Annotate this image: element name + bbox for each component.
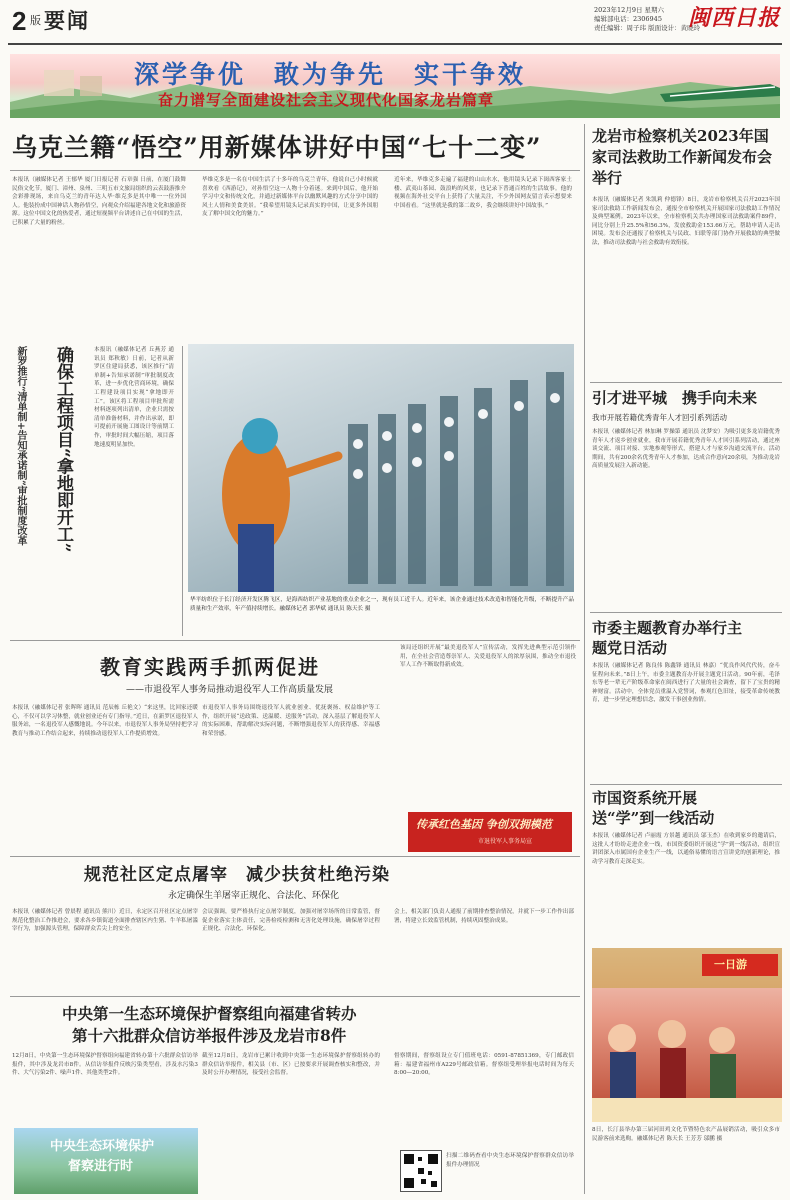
banner-line-1: 深学争优 敢为争先 实干争效 bbox=[134, 60, 527, 89]
editorial-phone: 编辑部电话：2306945 bbox=[594, 15, 662, 23]
inspect-stamp-line-2: 督察进行时 bbox=[68, 1159, 134, 1174]
side-story-headline: 确保工程项目“拿地即开工” bbox=[53, 346, 73, 553]
page-number: 2 bbox=[12, 6, 27, 36]
edu-headline: 教育实践两手抓两促进 bbox=[100, 655, 320, 679]
edu-banner-source: 市退役军人事务局宣 bbox=[478, 838, 533, 845]
inspect-body-col-2: 截至12月8日，龙岩市已累计收到中央第一生态环境保护督察组转办的群众信访举报件，相关县（市、区）已按要求开展调查核实和整改，并及时公开办理情况，接受社会监督。 bbox=[202, 1053, 380, 1077]
banner-line-2: 奋力谱写全面建设社会主义现代化国家龙岩篇章 bbox=[158, 91, 495, 109]
r3-bottom-rule bbox=[590, 784, 782, 785]
edu-bottom-rule bbox=[10, 856, 580, 857]
r3-headline: 市委主题教育办举行主题党日活动 bbox=[592, 619, 743, 657]
r1-body: 本报讯（融媒体记者 朱凯莉 仲德锋）8日，龙岩市检察机关召开2023年国家司法救助工作新闻发布会，通报全市检察机关开展国家司法救助工作情况及典型案例。2023年以来，全市检察机关共办理国家司法救助案件89件，同比分别上升25.5%和56.3%，发放救助金153.66万元，帮助申请人走出困境。发布会还通报了检察机关与民政、妇联等部门协作开展救助的典型做法，推动司法救助与社会救助有效衔接。 bbox=[592, 197, 780, 246]
section-title: 要闻 bbox=[44, 8, 90, 33]
r2-headline: 引才进平城 携手向未来 bbox=[592, 389, 758, 407]
textile-factory-photo bbox=[188, 344, 574, 592]
right-column-divider bbox=[584, 124, 585, 1194]
r2-subtitle: 我市开展若籍优秀青年人才回引系列活动 bbox=[592, 413, 727, 422]
editor-line: 责任编辑：周子玮 版面设计：黄晓玲 bbox=[594, 24, 701, 32]
inspect-body-col-1: 12月8日，中央第一生态环境保护督察组向福建省转办第十六批群众信访举报件，其中涉及龙岩市8件。从信访举报件反映污染类型看，涉及水污染3件、大气污染2件、噪声1件、其他类型2件。 bbox=[12, 1053, 198, 1077]
theme-banner bbox=[10, 54, 780, 118]
side-story-rule bbox=[182, 346, 183, 636]
r4-body: 本报讯（融媒体记者 卢丽霞 方景越 通讯员 邬玉杰）在收到家乡的邀请后，这批人才纷纷走进企业一线，市国资委组织开展送“学”到一线活动，组织宣讲团深入市属国有企业生产一线，以通俗易懂的语言宣讲党的创新理论，推动学习教育走深走实。 bbox=[592, 833, 780, 865]
newspaper-logo: 闽西日报 bbox=[688, 5, 781, 31]
regulate-body-col-2: 会议强调，要严格执行定点屠宰制度，加强对屠宰场所的日常监管，督促企业落实主体责任，完善检疫检测和无害化处理设施，确保屠宰过程正规化、合法化、环保化。 bbox=[202, 909, 380, 933]
regulate-body-col-1: 本报讯（融媒体记者 曾晨程 通讯员 熊川）近日，永定区召开社区定点屠宰规范化整治工作推进会，要求各乡镇街道全面排查辖区内生猪、牛羊私屠滥宰行为，加强源头管理，保障群众舌尖上的安全。 bbox=[12, 909, 198, 933]
edu-banner-slogan: 传承红色基因 争创双拥模范 bbox=[416, 818, 552, 831]
page-unit: 版 bbox=[30, 14, 41, 27]
inspect-stamp-line-1: 中央生态环境保护 bbox=[50, 1139, 155, 1154]
header-rule bbox=[8, 43, 782, 45]
r1-bottom-rule bbox=[590, 382, 782, 383]
lead-body-col-1: 本报讯（融媒体记者 王郁华 厦门日报记者 石章强 日前，在厦门鼓舞民俗文化节，厦门、漳州、泉州、三明五市文旅局组织的云表鼓游推介会彩排现场，来自乌克兰的青年达人毕·维克多是其中唯一一位外国人。他装扮成中国神话人物孙悟空，向观众介绍福建各地文化和旅游资源。这位中国文化的热爱者，通过短视频平台讲述自己在中国的生活，已积累了大量的粉丝。 bbox=[12, 177, 186, 226]
lead-rule bbox=[10, 170, 580, 171]
edu-subtitle: ——市退役军人事务局推动退役军人工作高质量发展 bbox=[126, 685, 334, 695]
inspect-stamp-graphic bbox=[14, 1128, 198, 1194]
lead-photo-caption: 华平纺织位于长汀经济开发区腾飞区，是海西纺织产业基地的重点企业之一，现有员工近千人。近年来，该企业通过技术改造和智能化升级，不断提升产品质量和生产效率，年产值持续增长。融媒体记者 郭华斌 通讯员 陈天长 摄 bbox=[190, 597, 574, 612]
issue-date: 2023年12月9日 星期六 bbox=[594, 6, 665, 14]
inspect-body-col-3: 督察期间，督察组设立专门值班电话：0591-87851369，专门邮政信箱：福建省福州市A229号邮政信箱。督察组受理举报电话时间为每天8:00—20:00。 bbox=[394, 1053, 574, 1077]
edu-red-banner bbox=[408, 812, 572, 852]
regulate-body-col-3: 会上，相关部门负责人通报了前期排查整治情况，并就下一步工作作出部署，将建立长效监管机制，持续巩固整治成果。 bbox=[394, 909, 574, 924]
r3-body: 本报讯（融媒体记者 陈良伟 陈鑫锋 通讯员 林嘉）“优良作风代代传，奋斗征程向未来。”8日上午，市委主题教育办开展主题党日活动。90年前，毛泽东等老一辈无产阶级革命家在闽西进行了大量的社会调查，留下了宝贵的精神财富。活动中，全体党员重温入党誓词，参观红色旧址，接受革命传统教育，进一步坚定理想信念，激发干事创业热情。 bbox=[592, 663, 780, 704]
inspect-headline-2: 第十六批群众信访举报件涉及龙岩市8件 bbox=[72, 1026, 347, 1045]
festival-photo-caption: 8日，长汀县举办第三届河田鸡文化节暨特色农产品展销活动，吸引众多市民游客前来选购。融媒体记者 陈天长 王芳芳 邬鹏 摄 bbox=[592, 1127, 780, 1142]
r1-headline: 龙岩市检察机关2023年国家司法救助工作新闻发布会举行 bbox=[592, 127, 773, 187]
festival-photo-sign: 一日游 bbox=[714, 958, 747, 971]
edu-body-col-3: 该局还组织开展“最美退役军人”宣传活动，发挥先进典型示范引领作用，在全社会营造尊崇军人、关爱退役军人的浓厚氛围，推动全市退役军人工作不断取得新成效。 bbox=[400, 645, 576, 669]
edu-body-col-1: 本报讯（融媒体记者 张晖晖 通讯员 范辰栋 丘艳文）“来这里，比回家还暖心，不仅可以学习休整，就业创业还有专门指导。”近日，在新罗区退役军人服务站，一名退役军人感慨地说。今年以来，市退役军人事务局坚持把学习教育与推动工作结合起来，持续推动退役军人工作提质增效。 bbox=[12, 705, 198, 737]
regulate-subtitle: 永定确保生羊屠宰正规化、合法化、环保化 bbox=[168, 891, 340, 901]
lead-body-col-2: 毕维克多是一名在中国生活了十多年的乌克兰青年，他说自己小时候就喜欢看《西游记》，对孙悟空这一人物十分着迷。来到中国后，他开始学习中文和传统文化，并通过新媒体平台以幽默风趣的方式分享中国的风土人情和美食美景。“我希望用镜头记录真实的中国，让更多外国朋友了解中国文化的魅力。” bbox=[202, 177, 378, 218]
page-header bbox=[0, 0, 790, 44]
regulate-bottom-rule bbox=[10, 996, 580, 997]
r2-body: 本报讯（融媒体记者 林加琳 罗操第 通讯员 沈梦安）为吸引更多龙岩籍优秀青年人才返乡创业就业，我市开展若籍优秀青年人才回引系列活动，通过座谈交流、项目对接、实地参观等形式，搭建人才与家乡沟通交流平台。活动期间，共有200余名优秀青年人才参加，达成合作意向20余项，为推动龙岩高质量发展注入新动能。 bbox=[592, 429, 780, 470]
side-story-kicker: 新罗推行“清单制+告知承诺制”审批制度改革 bbox=[15, 346, 26, 546]
lead-body-col-3: 近年来，毕维克多走遍了福建的山山水水，他用镜头记录下闽西客家土楼、武夷山茶园、鼓浪屿的风景，也记录下普通百姓的生活故事。他的视频在海外社交平台上获得了大量关注，不少外国网友留言表示想要来中国看看。“这里就是我的第二故乡，我会继续讲好中国故事。” bbox=[394, 177, 572, 209]
qr-code-icon bbox=[401, 1151, 441, 1191]
regulate-headline: 规范社区定点屠宰 减少扶贫杜绝污染 bbox=[84, 865, 390, 885]
lead-bottom-rule bbox=[10, 640, 580, 641]
photo-illustration bbox=[188, 344, 574, 592]
qr-code bbox=[400, 1150, 442, 1192]
qr-code-caption: 扫描二维码查看中央生态环境保护督察群众信访举报件办理情况 bbox=[446, 1153, 574, 1168]
festival-photo bbox=[592, 948, 782, 1122]
r4-headline: 市国资系统开展送“学”到一线活动 bbox=[592, 789, 715, 827]
r2-bottom-rule bbox=[590, 612, 782, 613]
festival-photo-illustration bbox=[592, 948, 782, 1122]
side-story-body: 本报讯（融媒体记者 丘燕芳 通讯员 郑秋敏）日前，记者从新罗区住建局获悉，该区推行“清单制+告知承诺制”审批制度改革，进一步优化营商环境，确保工程建设项目实现“拿地即开工”。该区将工程项目审批所需材料逐项列出清单，企业只需按清单准备材料，并作出承诺，即可提前开展施工图设计等前期工作，审批时间大幅压缩，项目落地速度明显加快。 bbox=[94, 347, 174, 448]
lead-headline: 乌克兰籍“悟空”用新媒体讲好中国“七十二变” bbox=[12, 133, 542, 162]
edu-body-col-2: 市退役军人事务局围绕退役军人就业创业、优抚褒扬、权益维护等工作，组织开展“送政策、送温暖、送服务”活动，深入基层了解退役军人的实际困难，帮助解决实际问题，不断增强退役军人的获得感、幸福感和荣誉感。 bbox=[202, 705, 380, 737]
inspect-headline-1: 中央第一生态环境保护督察组向福建省转办 bbox=[62, 1004, 357, 1023]
